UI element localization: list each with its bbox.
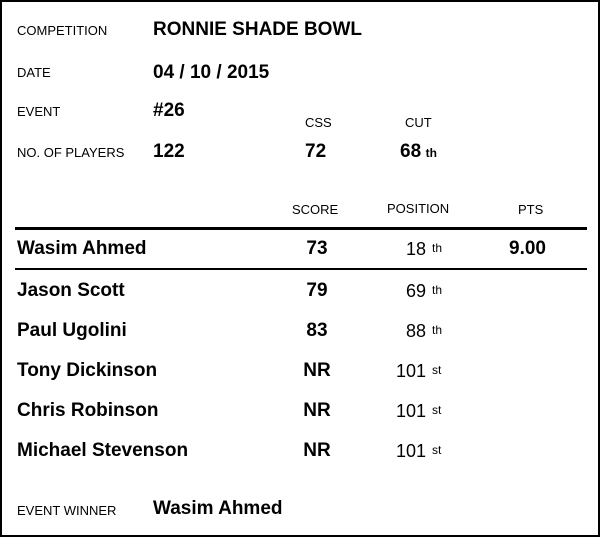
score-column-header: SCORE (292, 202, 339, 217)
player-position-suffix: th (432, 283, 443, 297)
table-row (2, 360, 598, 386)
table-row (2, 440, 598, 466)
player-position-suffix: st (432, 403, 442, 417)
event-label: EVENT (17, 104, 61, 119)
player-score: 79 (306, 280, 328, 301)
css-value: 72 (305, 141, 327, 162)
table-row (2, 400, 598, 426)
player-name: Paul Ugolini (17, 320, 127, 341)
event-value: #26 (153, 100, 185, 121)
player-position: 101 (395, 401, 426, 421)
player-position: 101 (395, 361, 426, 381)
date-label: DATE (17, 65, 51, 80)
css-label: CSS (305, 115, 332, 130)
highlight-pts: 9.00 (509, 238, 546, 259)
cut-label: CUT (405, 115, 432, 130)
player-score: NR (303, 400, 331, 421)
player-position: 101 (395, 441, 426, 461)
player-score: NR (303, 440, 331, 461)
date-value: 04 / 10 / 2015 (153, 62, 270, 83)
highlight-score: 73 (306, 238, 328, 259)
table-row (2, 320, 598, 346)
winner-value: Wasim Ahmed (153, 498, 283, 519)
player-position-suffix: st (432, 363, 442, 377)
player-name: Tony Dickinson (17, 360, 158, 381)
player-score: 83 (306, 320, 328, 341)
table-highlight-divider (15, 268, 587, 270)
player-position-suffix: th (432, 323, 443, 337)
competition-label: COMPETITION (17, 23, 108, 38)
highlight-position-suffix: th (432, 241, 443, 255)
player-name: Jason Scott (17, 280, 125, 301)
highlight-position: 18 (405, 239, 426, 259)
cut-cell (400, 141, 437, 163)
cut-value: 68 (400, 141, 422, 162)
player-name: Chris Robinson (17, 400, 159, 421)
winner-label: EVENT WINNER (17, 503, 117, 518)
pts-column-header: PTS (518, 202, 544, 217)
table-top-divider (15, 227, 587, 230)
players-label: NO. OF PLAYERS (17, 145, 125, 160)
competition-value: RONNIE SHADE BOWL (153, 19, 362, 40)
cut-suffix: th (425, 146, 437, 160)
player-position: 88 (405, 321, 426, 341)
highlight-row (2, 238, 598, 264)
player-score: NR (303, 360, 331, 381)
player-position: 69 (405, 281, 426, 301)
player-name: Michael Stevenson (17, 440, 189, 461)
player-position-suffix: st (432, 443, 442, 457)
highlight-player-name: Wasim Ahmed (17, 238, 147, 259)
table-row (2, 280, 598, 306)
players-value: 122 (153, 141, 185, 162)
position-column-header: POSITION (387, 201, 450, 216)
